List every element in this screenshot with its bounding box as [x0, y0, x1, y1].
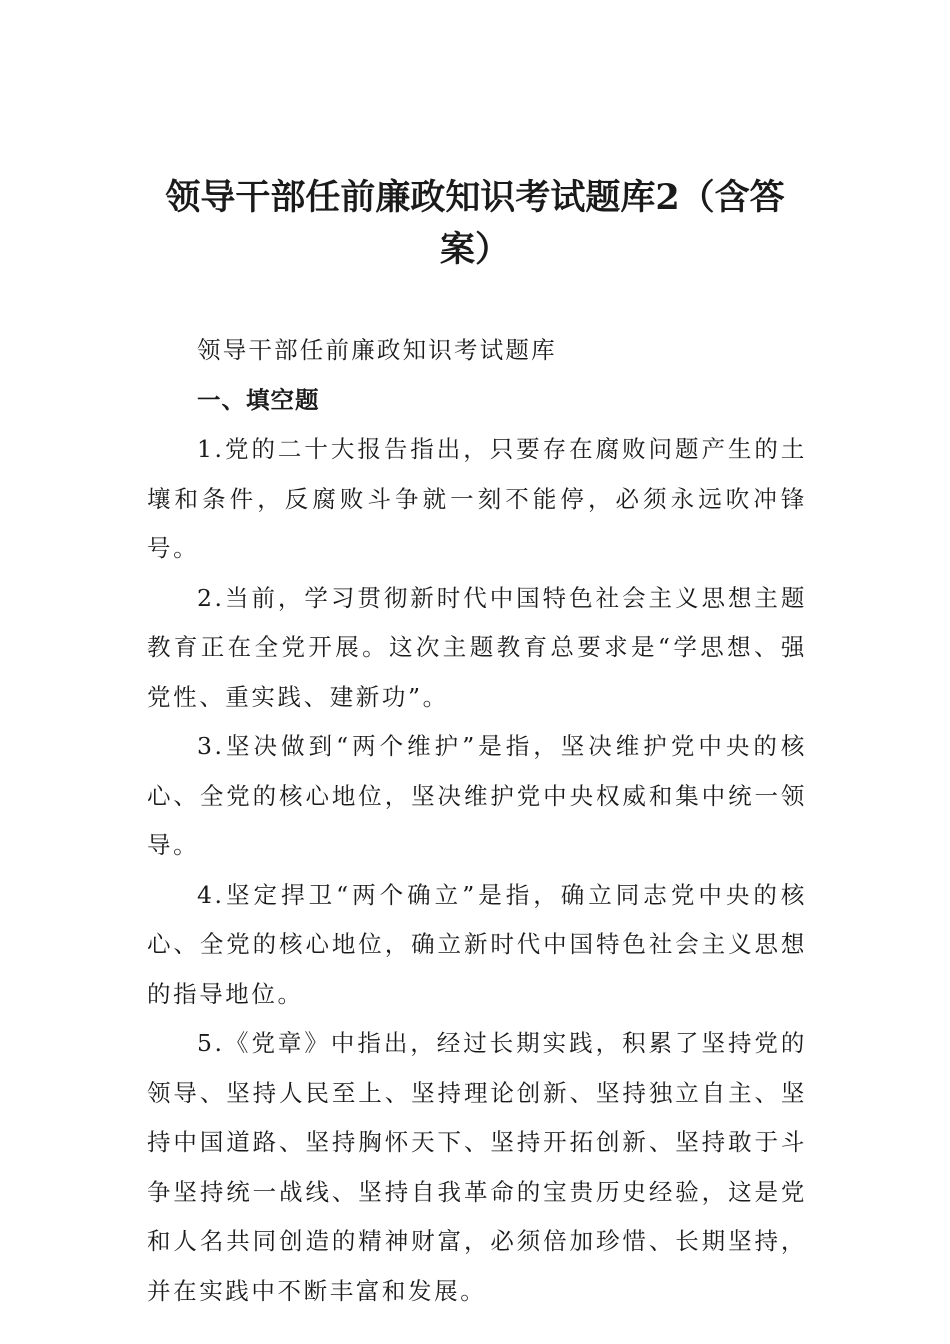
section-heading: 一、填空题 [197, 385, 320, 414]
document-subtitle: 领导干部任前廉政知识考试题库 [197, 336, 557, 364]
question-item-2: 2.当前，学习贯彻新时代中国特色社会主义思想主题教育正在全党开展。这次主题教育总要求是“学思想、强党性、重实践、建新功”。 [147, 583, 807, 711]
question-item-3: 3.坚决做到“两个维护”是指，坚决维护党中央的核心、全党的核心地位，坚决维护党中央权威和集中统一领导。 [147, 732, 807, 859]
document-title: 领导干部任前廉政知识考试题库2（含答案） [165, 177, 785, 270]
question-item-1: 1.党的二十大报告指出，只要存在腐败问题产生的土壤和条件，反腐败斗争就一刻不能停，必须永远吹冲锋号。 [147, 435, 807, 562]
question-item-4: 4.坚定捍卫“两个确立”是指，确立同志党中央的核心、全党的核心地位，确立新时代中国特色社会主义思想的指导地位。 [147, 880, 807, 1008]
question-item-5: 5.《党章》中指出，经过长期实践，积累了坚持党的领导、坚持人民至上、坚持理论创新、坚持独立自主、坚持中国道路、坚持胸怀天下、坚持开拓创新、坚持敢于斗争坚持统一战线、坚持自我革命的宝贵历史经验，这是党和人名共同创造的精神财富，必须倍加珍惜、长期坚持，并在实践中不断丰富和发展。 [147, 1029, 807, 1305]
document-body [147, 326, 807, 1316]
